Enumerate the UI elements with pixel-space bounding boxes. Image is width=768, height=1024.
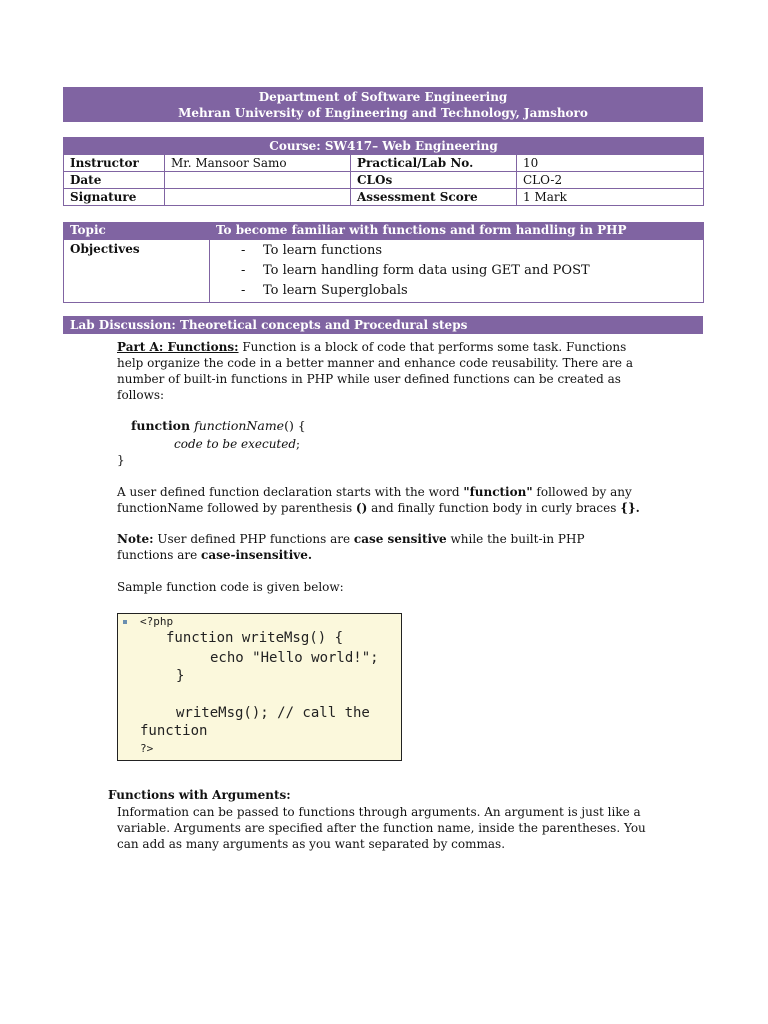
- list-item: [241, 261, 697, 281]
- decl-text: A user defined function declaration starts with the word: [117, 485, 464, 499]
- topic-objectives-table: [63, 222, 704, 303]
- intro-text: follows:: [117, 388, 165, 402]
- collapse-marker-icon: [123, 620, 127, 624]
- decl-text: and finally function body in curly braces: [367, 501, 621, 515]
- function-syntax-line1: [131, 418, 306, 434]
- sample-code-caption: Sample function code is given below:: [117, 580, 344, 594]
- note-text: functions are: [117, 548, 202, 562]
- function-syntax-close: }: [117, 453, 125, 467]
- list-item: [241, 281, 697, 301]
- course-title-row: [64, 138, 704, 155]
- table-row: [64, 155, 704, 172]
- course-title: Course: SW417– Web Engineering: [64, 138, 704, 155]
- functions-with-arguments-heading: Functions with Arguments:: [108, 788, 291, 802]
- dash-bullet: -: [241, 283, 246, 298]
- code-line: function: [140, 723, 208, 739]
- instructor-value: Mr. Mansoor Samo: [165, 155, 351, 172]
- department-title: Department of Software Engineering: [258, 90, 508, 104]
- objectives-list: [216, 241, 697, 301]
- note-paragraph: [117, 531, 637, 563]
- args-text: can add as many arguments as you want separated by commas.: [117, 837, 506, 851]
- lab-discussion-bar: Lab Discussion: Theoretical concepts and Procedural steps: [63, 316, 703, 334]
- instructor-label: Instructor: [64, 155, 165, 172]
- decl-braces: {}.: [620, 501, 640, 515]
- clos-label: CLOs: [351, 172, 517, 189]
- code-line: }: [176, 668, 185, 684]
- university-title: Mehran University of Engineering and Technology, Jamshoro: [178, 106, 588, 120]
- args-text: variable. Arguments are specified after the function name, inside the parentheses. You: [117, 821, 646, 835]
- list-item: [241, 241, 697, 261]
- course-info-table: [63, 137, 704, 206]
- function-syntax-body: [174, 436, 300, 452]
- php-code-sample-image: [117, 613, 402, 761]
- declaration-paragraph: [117, 484, 647, 516]
- intro-text: number of built-in functions in PHP while user defined functions can be created as: [117, 372, 621, 386]
- part-a-heading: Part A: Functions:: [117, 340, 239, 354]
- table-row: [64, 172, 704, 189]
- assessment-score-label: Assessment Score: [351, 189, 517, 206]
- functions-with-arguments-paragraph: [117, 804, 657, 852]
- objectives-row: [64, 240, 704, 303]
- decl-parens: (): [355, 501, 368, 515]
- decl-text: followed by any: [532, 485, 632, 499]
- note-label: Note:: [117, 532, 154, 546]
- part-a-intro: [117, 339, 637, 403]
- note-bold: case-insensitive.: [201, 548, 313, 562]
- assessment-score-value: 1 Mark: [517, 189, 704, 206]
- table-row: [64, 189, 704, 206]
- code-line: <?php: [140, 615, 174, 628]
- syntax-function-name: functionName: [194, 418, 285, 433]
- objectives-label: Objectives: [64, 240, 210, 303]
- code-line: function writeMsg() {: [166, 630, 344, 646]
- objectives-cell: [210, 240, 704, 303]
- args-text: Information can be passed to functions through arguments. An argument is just like a: [117, 805, 641, 819]
- signature-label: Signature: [64, 189, 165, 206]
- lab-number-value: 10: [517, 155, 704, 172]
- intro-text: Function is a block of code that performs some task. Functions: [238, 340, 627, 354]
- intro-text: help organize the code in a better manner and enhance code reusability. There are a: [117, 356, 634, 370]
- code-line: echo "Hello world!";: [210, 650, 379, 666]
- signature-value: [165, 189, 351, 206]
- objective-text: To learn handling form data using GET and POST: [263, 263, 590, 278]
- note-text: User defined PHP functions are: [153, 532, 354, 546]
- code-line: ?>: [140, 742, 154, 755]
- note-bold: case sensitive: [353, 532, 447, 546]
- topic-label: Topic: [64, 223, 210, 240]
- topic-value: To become familiar with functions and form handling in PHP: [210, 223, 704, 240]
- topic-row: [64, 223, 704, 240]
- syntax-body: code to be executed: [174, 437, 297, 451]
- decl-text: functionName followed by parenthesis: [117, 501, 356, 515]
- date-label: Date: [64, 172, 165, 189]
- objective-text: To learn functions: [263, 243, 383, 258]
- dash-bullet: -: [241, 243, 246, 258]
- document-header-banner: [63, 87, 703, 122]
- note-text: while the built-in PHP: [446, 532, 585, 546]
- clos-value: CLO-2: [517, 172, 704, 189]
- dash-bullet: -: [241, 263, 246, 278]
- syntax-keyword: function: [131, 418, 191, 433]
- code-line: writeMsg(); // call the: [176, 705, 370, 721]
- objective-text: To learn Superglobals: [263, 283, 408, 298]
- syntax-paren: () {: [284, 418, 306, 433]
- lab-number-label: Practical/Lab No.: [351, 155, 517, 172]
- syntax-semicolon: ;: [296, 437, 301, 451]
- date-value: [165, 172, 351, 189]
- decl-keyword: "function": [463, 485, 533, 499]
